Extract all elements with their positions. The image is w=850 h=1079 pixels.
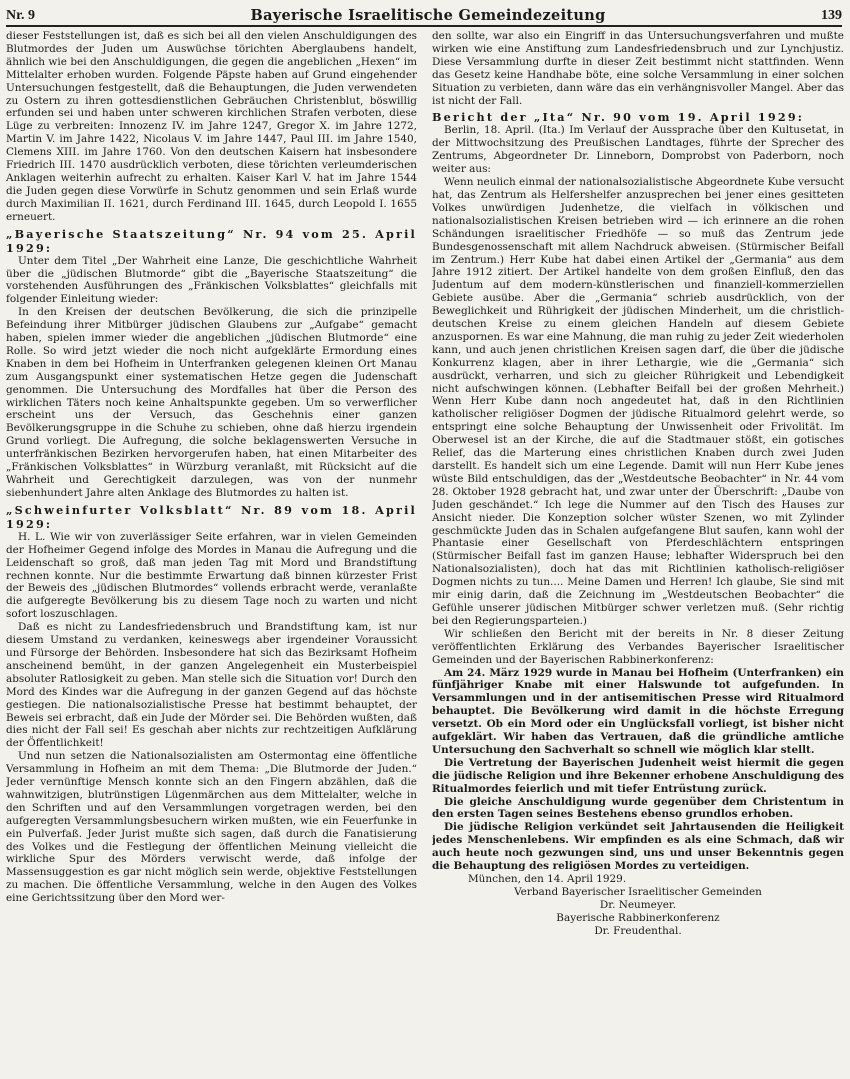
paragraph: Die Vertretung der Bayerischen Judenheit weist hiermit die gegen die jüdische Religion und ihre Bekenner erhobene Anschuldigung des Ritualmordes feierlich und mit tiefer Entrüstung zurück. xyxy=(432,756,844,795)
paragraph: Die jüdische Religion verkündet seit Jahrtausenden die Heiligkeit jedes Menschenlebens. Wir empfinden es als eine Schmach, daß wir auch heute noch gezwungen sind, uns und unser Bekenntnis gegen die Behauptung des religiösen Mordes zu verteidigen. xyxy=(432,821,844,873)
signature-line: Dr. Freudenthal. xyxy=(594,924,682,937)
page-number: 139 xyxy=(821,8,842,23)
newspaper-title: Bayerische Israelitische Gemeindezeitung xyxy=(250,7,606,24)
paragraph: München, den 14. April 1929. xyxy=(468,873,627,885)
signature-line: Dr. Neumeyer. xyxy=(599,898,677,911)
paragraph: Wenn neulich einmal der nationalsozialistische Abgeordnete Kube versucht hat, das Zentrum als Helfershelfer anzusprechen bei jener eines gesitteten Volkes unwürdigen Judenhetze, die vielfach in völkischen und nationalsozialistischen Kreisen betrieben wird — ich erinnere an die rohen Schändungen israelitischer Friedhöfe — so muß das Zentrum jede Bundesgenossenschaft mit allem Nachdruck abweisen. (Stürmischer Beifall im Zentrum.) Herr Kube hat dabei einen Artikel der „Germania“ aus dem Jahre 1912 zitiert. Der Artikel handelte von dem großen Einfluß, den das Judentum auf dem modern-künstlerischen und finanziell-kommerziellen Gebiete ausübe. Aber die „Germania“ schrieb ausdrücklich, von der Beweglichkeit und Rührigkeit der jüdischen Minderheit, um die christlich-deutschen Kreise zu einem gleichen Handeln auf diesem Gebiete anzuspornen. Es war eine Mahnung, die man ruhig zu jeder Zeit wiederholen kann, und auch jenen christlichen Kreisen sagen darf, die über die jüdische Konkurrenz klagen, aber in ihrer Lethargie, wie die „Germania“ sich ausdrückt, verharren, und sich zu gleicher Rührigkeit und Lebendigkeit nicht aufschwingen können. (Lebhafter Beifall bei der großen Mehrheit.) Wenn Herr Kube dann noch angedeutet hat, daß in den Richtlinien katholischer religiöser Dogmen der jüdische Ritualmord gelehrt werde, so entspringt eine solche Behauptung der Unwissenheit oder Frivolität. Im Oberwesel ist an der Kirche, die auf die Stadtmauer stößt, ein gotisches Relief, das die Marterung eines christlichen Knaben durch zwei Juden darstellt. Es handelt sich um eine Legende. Damit will nun Herr Kube jenes wüste Bild entschuldigen, das der „Westdeutsche Beobachter“ in Nr. 44 vom 28. Oktober 1928 gebracht hat, und zwar unter der Überschrift: „Daube von Juden geschändet.“ Ich lege die Nummer auf den Tisch des Hauses zur Ansicht nieder. Die Konzeption solcher wüster Szenen, wo mit Zylinder geschmückte Juden das in Schalen aufgefangene Blut saufen, kann wohl der Phantasie einer Gesellschaft von Pferdeschlächtern entspringen (Stürmischer Beifall fast im ganzen Hause; lebhafter Widerspruch bei den Nationalsozialisten), doch hat das mit Richtlinien katholisch-religiöser Dogmen nichts zu tun.... Meine Damen und Herren! Ich glaube, Sie sind mit mir einig darin, daß die Zeichnung im „Westdeutschen Beobachter“ die Gefühle unserer jüdischen Mitbürger schwer verletzen muß. (Sehr richtig bei den Regierungsparteien.) xyxy=(432,176,844,627)
signature-line: Verband Bayerischer Israelitischer Gemeinden xyxy=(514,885,762,898)
paragraph: Und nun setzen die Nationalsozialisten am Ostermontag eine öffentliche Versammlung in Hofheim an mit dem Thema: „Die Blutmorde der Juden.“ Jeder vernünftige Mensch konnte sich an den Fingern abzählen, daß die wahnwitzigen, blutrünstigen Lügenmärchen aus dem Mittelalter, welche in den Schriften und auf den Versammlungen vorgetragen werden, bei den aufgeregten Versammlungsbesuchern wirken mußten, wie ein Feuerfunke in ein Pulverfaß. Jeder Jurist mußte sich sagen, daß durch die Fanatisierung des Volkes und die Festlegung der öffentlichen Meinung vielleicht die wirkliche Spur des Mörders verwischt werde, daß infolge der Massensuggestion es gar nicht möglich sein werde, objektive Feststellungen zu machen. Die öffentliche Versammlung, welche in den Augen des Volkes eine Gerichtssitzung über den Mord wer- xyxy=(6,750,417,905)
paragraph: dieser Feststellungen ist, daß es sich bei all den vielen Anschuldigungen des Blutmordes der Juden um Auswüchse törichten Aberglaubens handelt, ähnlich wie bei den Anschuldigungen, die gegen die angeblichen „Hexen“ im Mittelalter erhoben wurden. Folgende Päpste haben auf Grund eingehender Untersuchungen festgestellt, daß die Behauptungen, die Juden verwendeten zu Ostern zu ihren gottesdienstlichen Gebräuchen Christenblut, böswillig erfunden sei und haben unter schweren kirchlichen Strafen verboten, diese Lüge zu verbreiten: Innozenz IV. im Jahre 1247, Gregor X. im Jahre 1272, Martin V. im Jahre 1422, Nicolaus V. im Jahre 1447, Paul III. im Jahre 1540, Clemens XIII. im Jahre 1760. Von den deutschen Kaisern hat insbesondere Friedrich III. 1470 ausdrücklich verboten, diese törichten verleumderischen Anklagen weiterhin aufrecht zu erhalten. Kaiser Karl V. hat im Jahre 1544 die Juden gegen diese Vorwürfe in Schutz genommen und sein Erlaß wurde durch Maximilian II. 1621, durch Ferdinand III. 1645, durch Leopold I. 1655 erneuert. xyxy=(6,30,417,223)
paragraph: H. L. Wie wir von zuverlässiger Seite erfahren, war in vielen Gemeinden der Hofheimer Gegend infolge des Mordes in Manau die Aufregung und die Leidenschaft so groß, daß man jeden Tag mit Mord und Brandstiftung rechnen konnte. Nur die bestimmte Erwartung daß binnen kürzester Frist der Beweis des „jüdischen Blutmordes“ vollends erbracht werde, veranlaßte die aufgeregte Bevölkerung bis zu diesem Tage noch zu warten und nicht sofort loszuschlagen. xyxy=(6,530,417,621)
paragraph: Berlin, 18. April. (Ita.) Im Verlauf der Aussprache über den Kultusetat, in der Mittwochsitzung des Preußischen Landtages, führte der Sprecher des Zentrums, Abgeordneter Dr. Linneborn, Domprobst von Paderborn, noch weiter aus: xyxy=(432,124,844,176)
section-heading: „Schweinfurter Volksblatt“ Nr. 89 vom 18. April 1929: xyxy=(6,502,417,531)
paragraph: Am 24. März 1929 wurde in Manau bei Hofheim (Unterfranken) ein fünfjähriger Knabe mit einer Halswunde tot aufgefunden. In Versammlungen und in der antisemitischen Presse wird Ritualmord behauptet. Die Bevölkerung wird damit in die höchste Erregung versetzt. Ob ein Mord oder ein Unglücksfall vorliegt, ist bisher nicht aufgeklärt. Wir haben das Vertrauen, daß die gründliche amtliche Untersuchung den Sachverhalt so schnell wie möglich klar stellt. xyxy=(432,666,844,756)
paragraph: den sollte, war also ein Eingriff in das Untersuchungsverfahren und mußte wirken wie eine Anstiftung zum Landesfriedensbruch und zur Lynchjustiz. Diese Versammlung durfte in dieser Zeit bestimmt nicht stattfinden. Wenn das Gesetz keine Handhabe böte, eine solche Versammlung in einer solchen Situation zu verbieten, dann wäre das ein verhängnisvoller Mangel. Aber das ist nicht der Fall. xyxy=(432,30,844,107)
section-heading: Bericht der „Ita“ Nr. 90 vom 19. April 1929: xyxy=(432,110,805,125)
paragraph: Die gleiche Anschuldigung wurde gegenüber dem Christentum in den ersten Tagen seines Bestehens ebenso grundlos erhoben. xyxy=(432,795,844,821)
section-heading: „Bayerische Staatszeitung“ Nr. 94 vom 25. April 1929: xyxy=(6,226,417,255)
page-header xyxy=(6,2,842,27)
right-column xyxy=(432,30,844,1076)
paragraph: Daß es nicht zu Landesfriedensbruch und Brandstiftung kam, ist nur diesem Umstand zu verdanken, keineswegs aber irgendeiner Voraussicht und Fürsorge der Behörden. Insbesondere hat sich das Bezirksamt Hofheim anscheinend bemüht, in der ganzen Angelegenheit ein Musterbeispiel absoluter Ratlosigkeit zu geben. Man stelle sich die Situation vor! Durch den Mord des Kindes war die Aufregung in der ganzen Gegend auf das höchste gestiegen. Die nationalsozialistische Presse hat bestimmt behauptet, der Beweis sei erbracht, daß ein Jude der Mörder sei. Die Behörden wußten, daß dies nicht der Fall sei! Es geschah aber nichts zur rechtzeitigen Aufklärung der Öffentlichkeit! xyxy=(6,621,417,750)
paragraph: Unter dem Titel „Der Wahrheit eine Lanze, Die geschichtliche Wahrheit über die „jüdischen Blutmorde“ gibt die „Bayerische Staatszeitung“ die vorstehenden Ausführungen des „Fränkischen Volksblattes“ gleichfalls mit folgender Einleitung wieder: xyxy=(6,254,417,306)
paragraph: In den Kreisen der deutschen Bevölkerung, die sich die prinzipelle Befeindung ihrer Mitbürger jüdischen Glaubens zur „Aufgabe“ gemacht haben, spielen immer wieder die angeblichen „jüdischen Blutmorde“ eine Rolle. So wird jetzt wieder die noch nicht aufgeklärte Ermordung eines Knaben in dem bei Hofheim in Unterfranken gelegenen kleinen Ort Manau zum Ausgangspunkt einer systematischen Hetze gegen die Judenschaft genommen. Die Untersuchung des Mordfalles hat über die Person des wirklichen Täters noch keine Anhaltspunkte gegeben. Um so verwerflicher erscheint uns der Versuch, das Geschehnis einer ganzen Bevölkerungsgruppe in die Schuhe zu schieben, ohne daß hierzu irgendein Grund vorliegt. Die Aufregung, die solche beklagenswerten Versuche in unterfränkischen Bezirken hervorgerufen haben, hat einen Mitarbeiter des „Fränkischen Volksblattes“ in Würzburg veranlaßt, mit Rücksicht auf die Wahrheit und Gerechtigkeit darzulegen, was von der nunmehr siebenhundert Jahre alten Anklage des Blutmordes zu halten ist. xyxy=(6,306,417,499)
issue-number: Nr. 9 xyxy=(6,8,36,23)
signature-line: Bayerische Rabbinerkonferenz xyxy=(556,911,720,924)
left-column xyxy=(6,30,417,1076)
paragraph: Wir schließen den Bericht mit der bereits in Nr. 8 dieser Zeitung veröffentlichten Erklärung des Verbandes Bayerischer Israelitischer Gemeinden und der Bayerischen Rabbinerkonferenz: xyxy=(432,627,844,666)
